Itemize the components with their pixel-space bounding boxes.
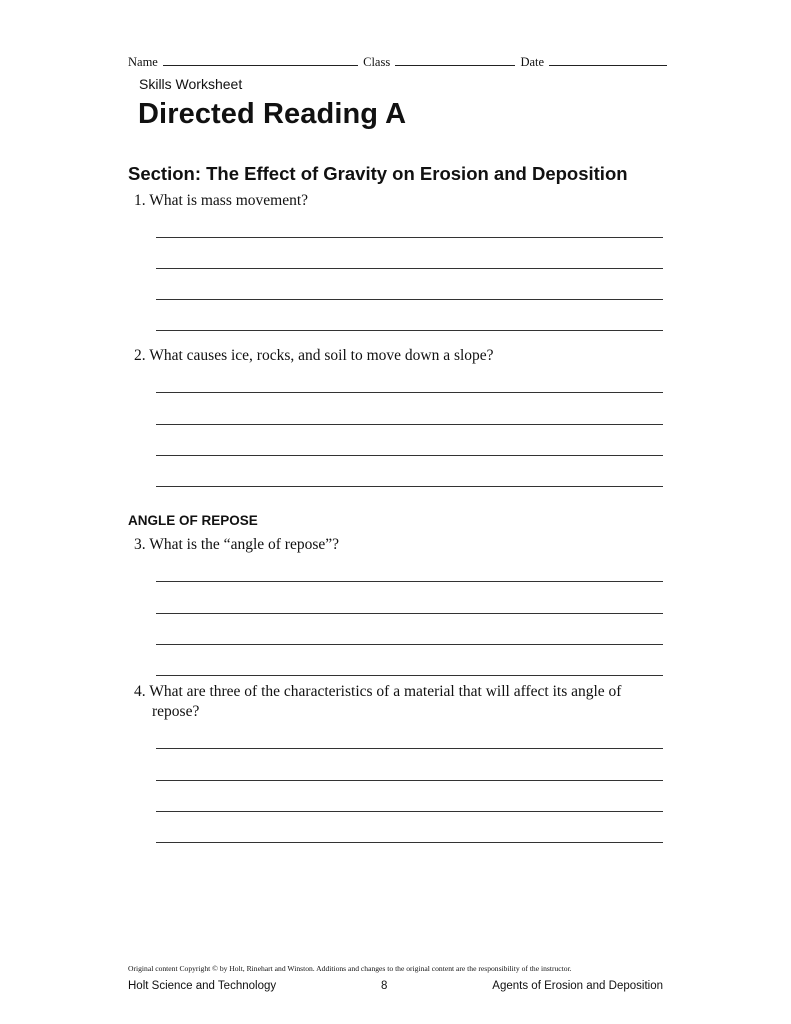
section-title: Section: The Effect of Gravity on Erosion and Deposition	[128, 163, 628, 184]
footer-publisher: Holt Science and Technology	[128, 980, 277, 992]
answer-line[interactable]	[156, 237, 663, 238]
name-blank[interactable]	[163, 54, 358, 66]
answer-line[interactable]	[156, 613, 663, 614]
student-info-line	[128, 54, 663, 70]
question-text: 3. What is the “angle of repose”?	[134, 536, 340, 553]
answer-line[interactable]	[156, 780, 663, 781]
answer-line[interactable]	[156, 268, 663, 269]
question-1	[134, 191, 664, 211]
answer-line[interactable]	[156, 675, 663, 676]
class-label: Class	[363, 55, 391, 69]
question-3	[134, 535, 664, 555]
footer-page-number: 8	[381, 980, 388, 992]
date-label: Date	[520, 55, 545, 69]
answer-line[interactable]	[156, 330, 663, 331]
subsection-heading: ANGLE OF REPOSE	[128, 513, 258, 528]
question-2	[134, 346, 664, 366]
answer-line[interactable]	[156, 486, 663, 487]
answer-line[interactable]	[156, 392, 663, 393]
answer-line[interactable]	[156, 748, 663, 749]
answer-line[interactable]	[156, 455, 663, 456]
answer-line[interactable]	[156, 299, 663, 300]
name-label: Name	[128, 55, 158, 69]
date-blank[interactable]	[549, 54, 667, 66]
page-title: Directed Reading A	[138, 98, 407, 130]
question-text: 2. What causes ice, rocks, and soil to move down a slope?	[134, 347, 494, 364]
answer-line[interactable]	[156, 811, 663, 812]
question-4	[134, 682, 664, 722]
question-text: 1. What is mass movement?	[134, 192, 309, 209]
worksheet-type: Skills Worksheet	[139, 76, 243, 92]
question-text: 4. What are three of the characteristics of a material that will affect its angle of repose?	[134, 683, 622, 720]
answer-line[interactable]	[156, 424, 663, 425]
answer-line[interactable]	[156, 644, 663, 645]
answer-line[interactable]	[156, 581, 663, 582]
page-footer	[128, 980, 663, 992]
footer-chapter: Agents of Erosion and Deposition	[492, 980, 663, 992]
copyright-notice: Original content Copyright © by Holt, Rinehart and Winston. Additions and changes to the original content are the responsibility of the instructor.	[128, 964, 572, 973]
answer-line[interactable]	[156, 842, 663, 843]
class-blank[interactable]	[395, 54, 515, 66]
